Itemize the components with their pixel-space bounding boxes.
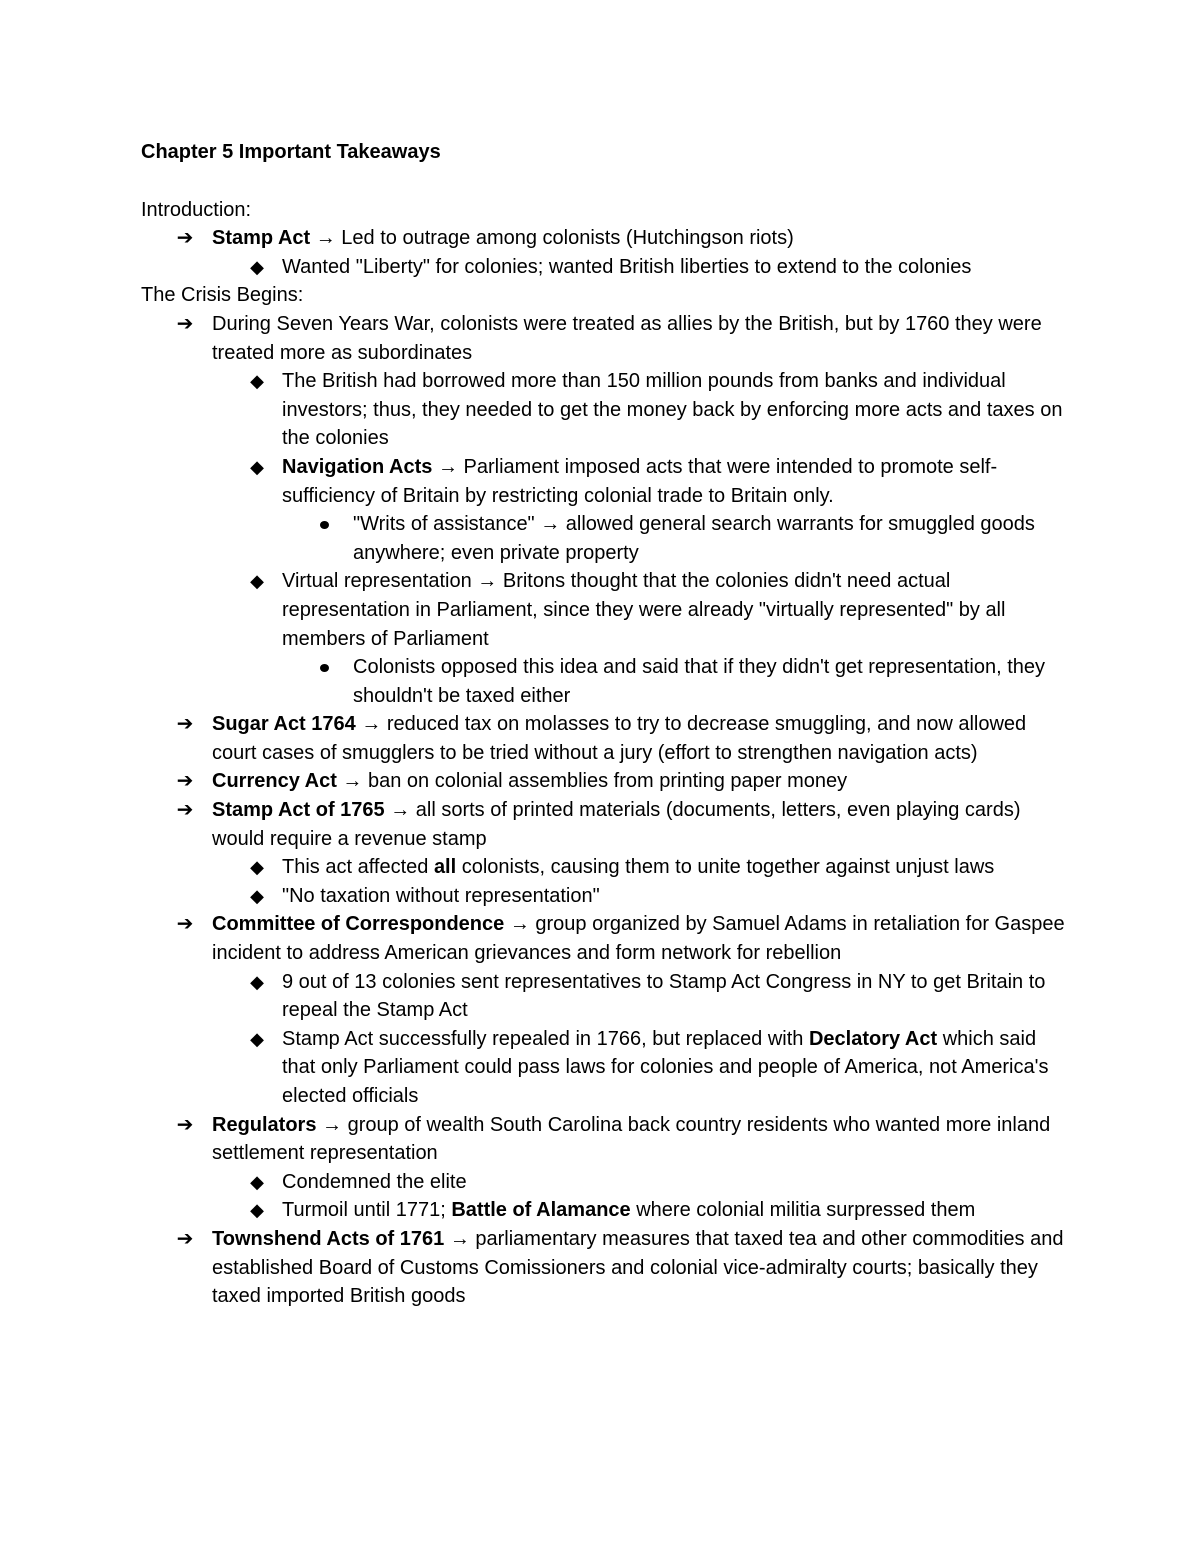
arrow-right-icon: ➔: [176, 227, 194, 250]
item-text: → group of wealth South Carolina back country residents who wanted more inland settlement representation: [212, 1113, 1051, 1165]
item-text: which said that only Parliament could pass laws for colonies and people of America, not America's elected officials: [282, 1027, 1049, 1107]
list-item: [141, 310, 1071, 367]
list-item: [141, 882, 1071, 911]
item-text: → parliamentary measures that taxed tea and other commodities and established Board of Customs Comissioners and colonial vice-admiralty courts; basically they taxed imported British goods: [212, 1227, 1064, 1308]
item-text: During Seven Years War, colonists were treated as allies by the British, but by 1760 they were treated more as subordinates: [212, 312, 1042, 364]
list-item: [141, 453, 1071, 510]
section-heading: The Crisis Begins:: [141, 284, 304, 307]
list-item: [141, 710, 1071, 767]
diamond-icon: ◆: [250, 1028, 264, 1049]
diamond-icon: ◆: [250, 456, 264, 477]
arrow-right-icon: ➔: [176, 713, 194, 736]
list-item: [141, 253, 1071, 282]
item-text: → Parliament imposed acts that were intended to promote self-sufficiency of Britain by restricting colonial trade to Britain only.: [282, 455, 998, 507]
list-item: [141, 1225, 1071, 1311]
document-title: Chapter 5 Important Takeaways: [141, 141, 441, 163]
section-heading: Introduction:: [141, 198, 252, 221]
section-crisis-begins: [141, 281, 1071, 1310]
list-item: [141, 510, 1071, 567]
section-introduction: [141, 196, 1071, 282]
item-text: Condemned the elite: [282, 1170, 467, 1193]
list-item: [141, 1196, 1071, 1225]
arrow-right-icon: ➔: [176, 770, 194, 793]
list-item: [141, 367, 1071, 453]
item-text: → group organized by Samuel Adams in retaliation for Gaspee incident to address American grievances and form network for rebellion: [212, 913, 1065, 965]
diamond-icon: ◆: [250, 1171, 264, 1192]
item-text: Virtual representation → Britons thought that the colonies didn't need actual representation in Parliament, since they were already "virtually represented" by all members of Parliament: [282, 570, 1006, 650]
item-text: → ban on colonial assemblies from printing paper money: [336, 770, 848, 793]
item-text: "Writs of assistance" → allowed general search warrants for smuggled goods anywhere; even private property: [353, 513, 1035, 564]
item-text: Wanted "Liberty" for colonies; wanted British liberties to extend to the colonies: [282, 255, 972, 278]
bullet-icon: [320, 664, 329, 672]
diamond-icon: ◆: [250, 1200, 264, 1221]
term: Navigation Acts: [282, 455, 433, 478]
arrow-right-icon: ➔: [176, 1227, 194, 1250]
item-text: → reduced tax on molasses to try to decrease smuggling, and now allowed court cases of smugglers to be tried without a jury (effort to strengthen navigation acts): [212, 713, 1027, 764]
diamond-icon: ◆: [250, 256, 264, 277]
item-text: The British had borrowed more than 150 million pounds from banks and individual investors; thus, they needed to get the money back by enforcing more acts and taxes on the colonies: [282, 370, 1063, 450]
diamond-icon: ◆: [250, 885, 264, 906]
term: Sugar Act 1764: [212, 713, 356, 736]
item-text: Stamp Act successfully repealed in 1766, but replaced with: [282, 1027, 809, 1050]
diamond-icon: ◆: [250, 571, 264, 592]
term: Stamp Act: [212, 227, 311, 250]
list-item: [141, 853, 1071, 882]
item-text: Colonists opposed this idea and said that if they didn't get representation, they shouldn't be taxed either: [353, 656, 1046, 707]
item-text: → Led to outrage among colonists (Hutchingson riots): [310, 227, 794, 250]
document-page: [141, 138, 1071, 1311]
list-item: [141, 767, 1071, 796]
item-text: 9 out of 13 colonies sent representatives to Stamp Act Congress in NY to get Britain to repeal the Stamp Act: [282, 970, 1046, 1022]
term: Committee of Correspondence: [212, 913, 505, 936]
arrow-right-icon: ➔: [176, 913, 194, 936]
item-text: "No taxation without representation": [282, 884, 600, 907]
item-text: colonists, causing them to unite together against unjust laws: [456, 856, 995, 879]
list-item: [141, 1111, 1071, 1168]
item-text: where colonial militia surpressed them: [630, 1199, 976, 1222]
item-text: → all sorts of printed materials (documents, letters, even playing cards) would require a revenue stamp: [212, 799, 1021, 850]
item-text: This act affected: [282, 856, 434, 879]
term: Battle of Alamance: [451, 1199, 631, 1222]
list-item: [141, 968, 1071, 1025]
list-item: [141, 796, 1071, 853]
list-item: [141, 224, 1071, 253]
term: Stamp Act of 1765: [212, 799, 385, 822]
arrow-right-icon: ➔: [176, 799, 194, 822]
diamond-icon: ◆: [250, 971, 264, 992]
term: Regulators: [212, 1113, 317, 1136]
list-item: [141, 1025, 1071, 1111]
list-item: [141, 653, 1071, 710]
bullet-icon: [320, 521, 329, 529]
diamond-icon: ◆: [250, 371, 264, 392]
term: Townshend Acts of 1761: [212, 1227, 445, 1250]
list-item: [141, 910, 1071, 967]
list-item: [141, 567, 1071, 653]
arrow-right-icon: ➔: [176, 312, 194, 335]
diamond-icon: ◆: [250, 857, 264, 878]
term: Currency Act: [212, 770, 337, 793]
list-item: [141, 1168, 1071, 1197]
term: all: [433, 856, 457, 879]
item-text: Turmoil until 1771;: [282, 1199, 452, 1222]
arrow-right-icon: ➔: [176, 1113, 194, 1136]
term: Declatory Act: [808, 1027, 938, 1050]
